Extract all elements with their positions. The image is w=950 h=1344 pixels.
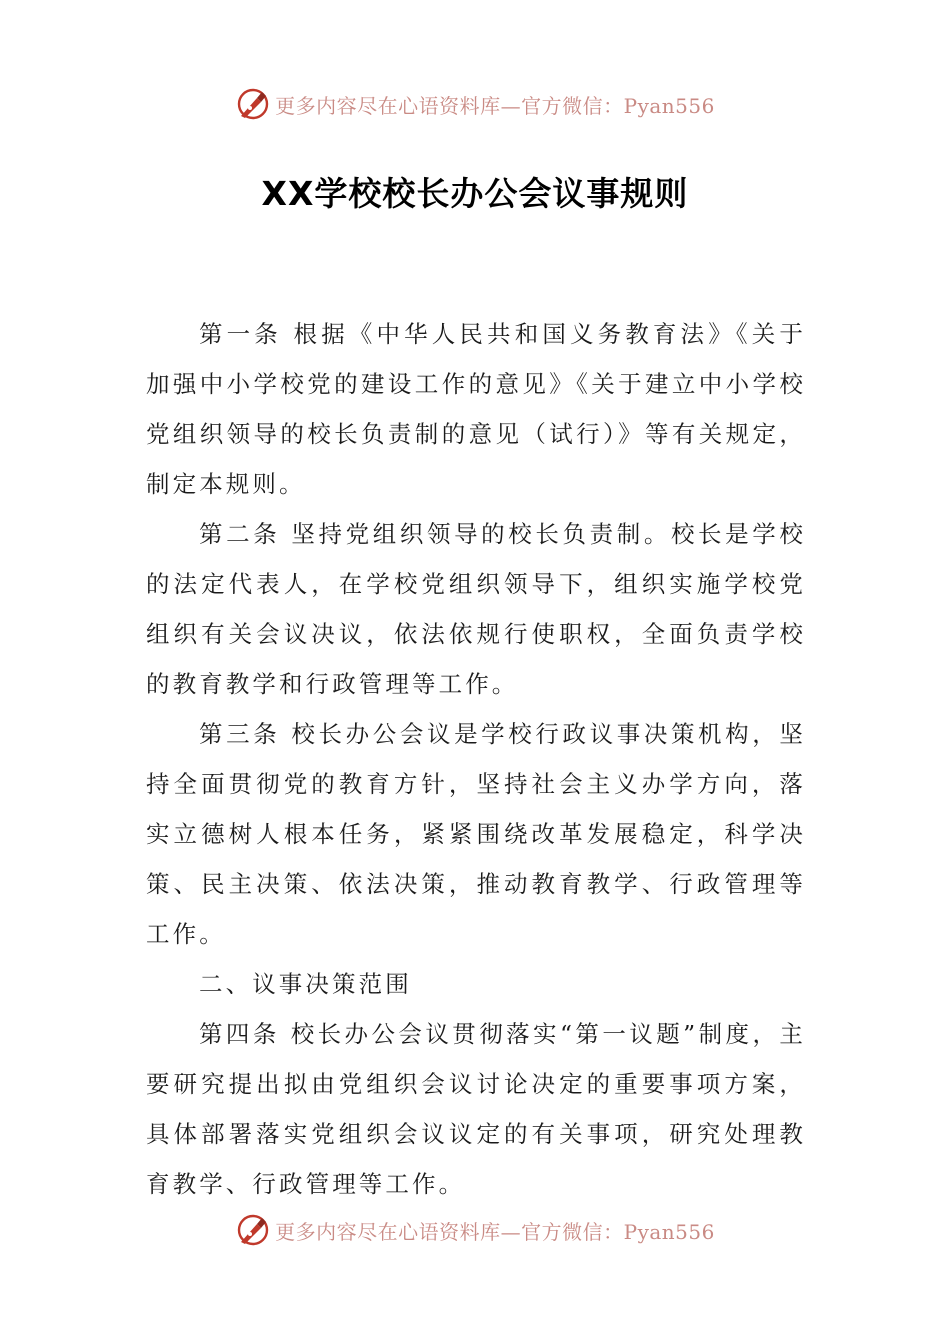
watermark-text: 更多内容尽在心语资料库—官方微信：Pyan556: [275, 1219, 715, 1244]
pen-nib-logo-icon: [235, 1212, 271, 1248]
footer-watermark-banner: [0, 1210, 950, 1250]
article-4-paragraph: 第四条 校长办公会议贯彻落实“第一议题”制度，主要研究提出拟由党组织会议讨论决定的重要事项方案，具体部署落实党组织会议议定的有关事项，研究处理教育教学、行政管理等工作。: [146, 1020, 806, 1198]
header-watermark-banner: [0, 84, 950, 124]
document-body: [146, 309, 806, 1209]
document-title: XX学校校长办公会议事规则: [261, 174, 689, 213]
article-3-paragraph: 第三条 校长办公会议是学校行政议事决策机构，坚持全面贯彻党的教育方针，坚持社会主义办学方向，落实立德树人根本任务，紧紧围绕改革发展稳定，科学决策、民主决策、依法决策，推动教育教学、行政管理等工作。: [146, 720, 806, 948]
section-heading: 二、议事决策范围: [199, 970, 412, 998]
pen-nib-logo-icon: [235, 86, 271, 122]
article-1-paragraph: 第一条 根据《中华人民共和国义务教育法》《关于加强中小学校党的建设工作的意见》《关于建立中小学校党组织领导的校长负责制的意见（试行）》等有关规定，制定本规则。: [146, 320, 806, 498]
article-2-paragraph: 第二条 坚持党组织领导的校长负责制。校长是学校的法定代表人，在学校党组织领导下，组织实施学校党组织有关会议决议，依法依规行使职权，全面负责学校的教育教学和行政管理等工作。: [146, 520, 806, 698]
watermark-text: 更多内容尽在心语资料库—官方微信：Pyan556: [275, 93, 715, 118]
